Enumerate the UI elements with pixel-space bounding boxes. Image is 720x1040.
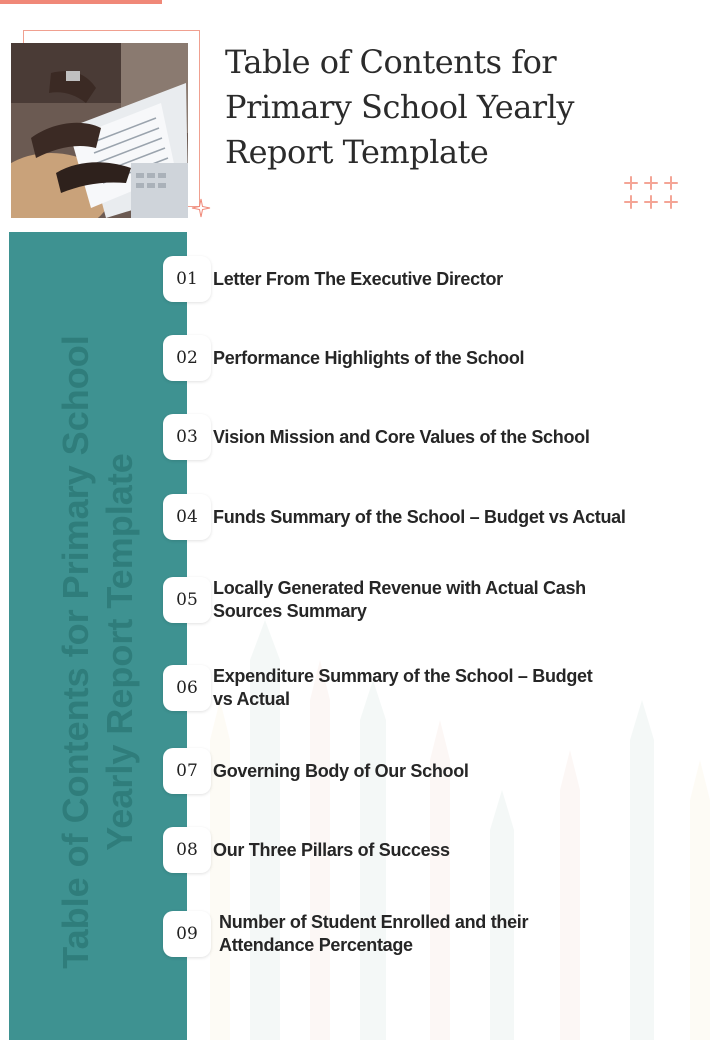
toc-label	[213, 577, 663, 623]
vertical-title	[9, 232, 187, 1040]
sparkle-icon	[191, 198, 211, 218]
toc-label-line-1: Expenditure Summary of the School – Budget	[213, 666, 593, 686]
vertical-title-line-2: Yearly Report Template	[99, 453, 140, 851]
top-accent-bar	[0, 0, 162, 4]
toc-number: 01	[163, 256, 211, 302]
toc-label-line-1: Number of Student Enrolled and their	[219, 912, 529, 932]
toc-label-line-2: Sources Summary	[213, 601, 367, 621]
toc-number: 04	[163, 494, 211, 540]
toc-number: 08	[163, 827, 211, 873]
toc-number: 06	[163, 665, 211, 711]
toc-label: Our Three Pillars of Success	[213, 840, 450, 860]
title-line-3: Report Template	[225, 133, 489, 171]
plus-pattern-icon	[622, 175, 682, 211]
toc-label-line-2: Attendance Percentage	[219, 935, 413, 955]
toc-label: Vision Mission and Core Values of the School	[213, 427, 590, 447]
toc-number: 02	[163, 335, 211, 381]
toc-label: Letter From The Executive Director	[213, 269, 503, 289]
toc-number: 05	[163, 577, 211, 623]
toc-number: 07	[163, 748, 211, 794]
toc-label: Funds Summary of the School – Budget vs Actual	[213, 507, 626, 527]
side-band	[9, 232, 187, 1040]
toc-label	[219, 911, 669, 957]
toc-label-line-1: Locally Generated Revenue with Actual Cash	[213, 578, 586, 598]
title-line-1: Table of Contents for	[225, 43, 557, 81]
title-line-2: Primary School Yearly	[225, 88, 574, 126]
toc-label: Governing Body of Our School	[213, 761, 469, 781]
header-photo	[11, 43, 188, 218]
page-title	[225, 40, 675, 175]
toc-label-line-2: vs Actual	[213, 689, 290, 709]
toc-number: 09	[163, 911, 211, 957]
toc-number: 03	[163, 414, 211, 460]
toc-label: Performance Highlights of the School	[213, 348, 525, 368]
toc-label	[213, 665, 663, 711]
vertical-title-line-1: Table of Contents for Primary School	[55, 335, 96, 969]
